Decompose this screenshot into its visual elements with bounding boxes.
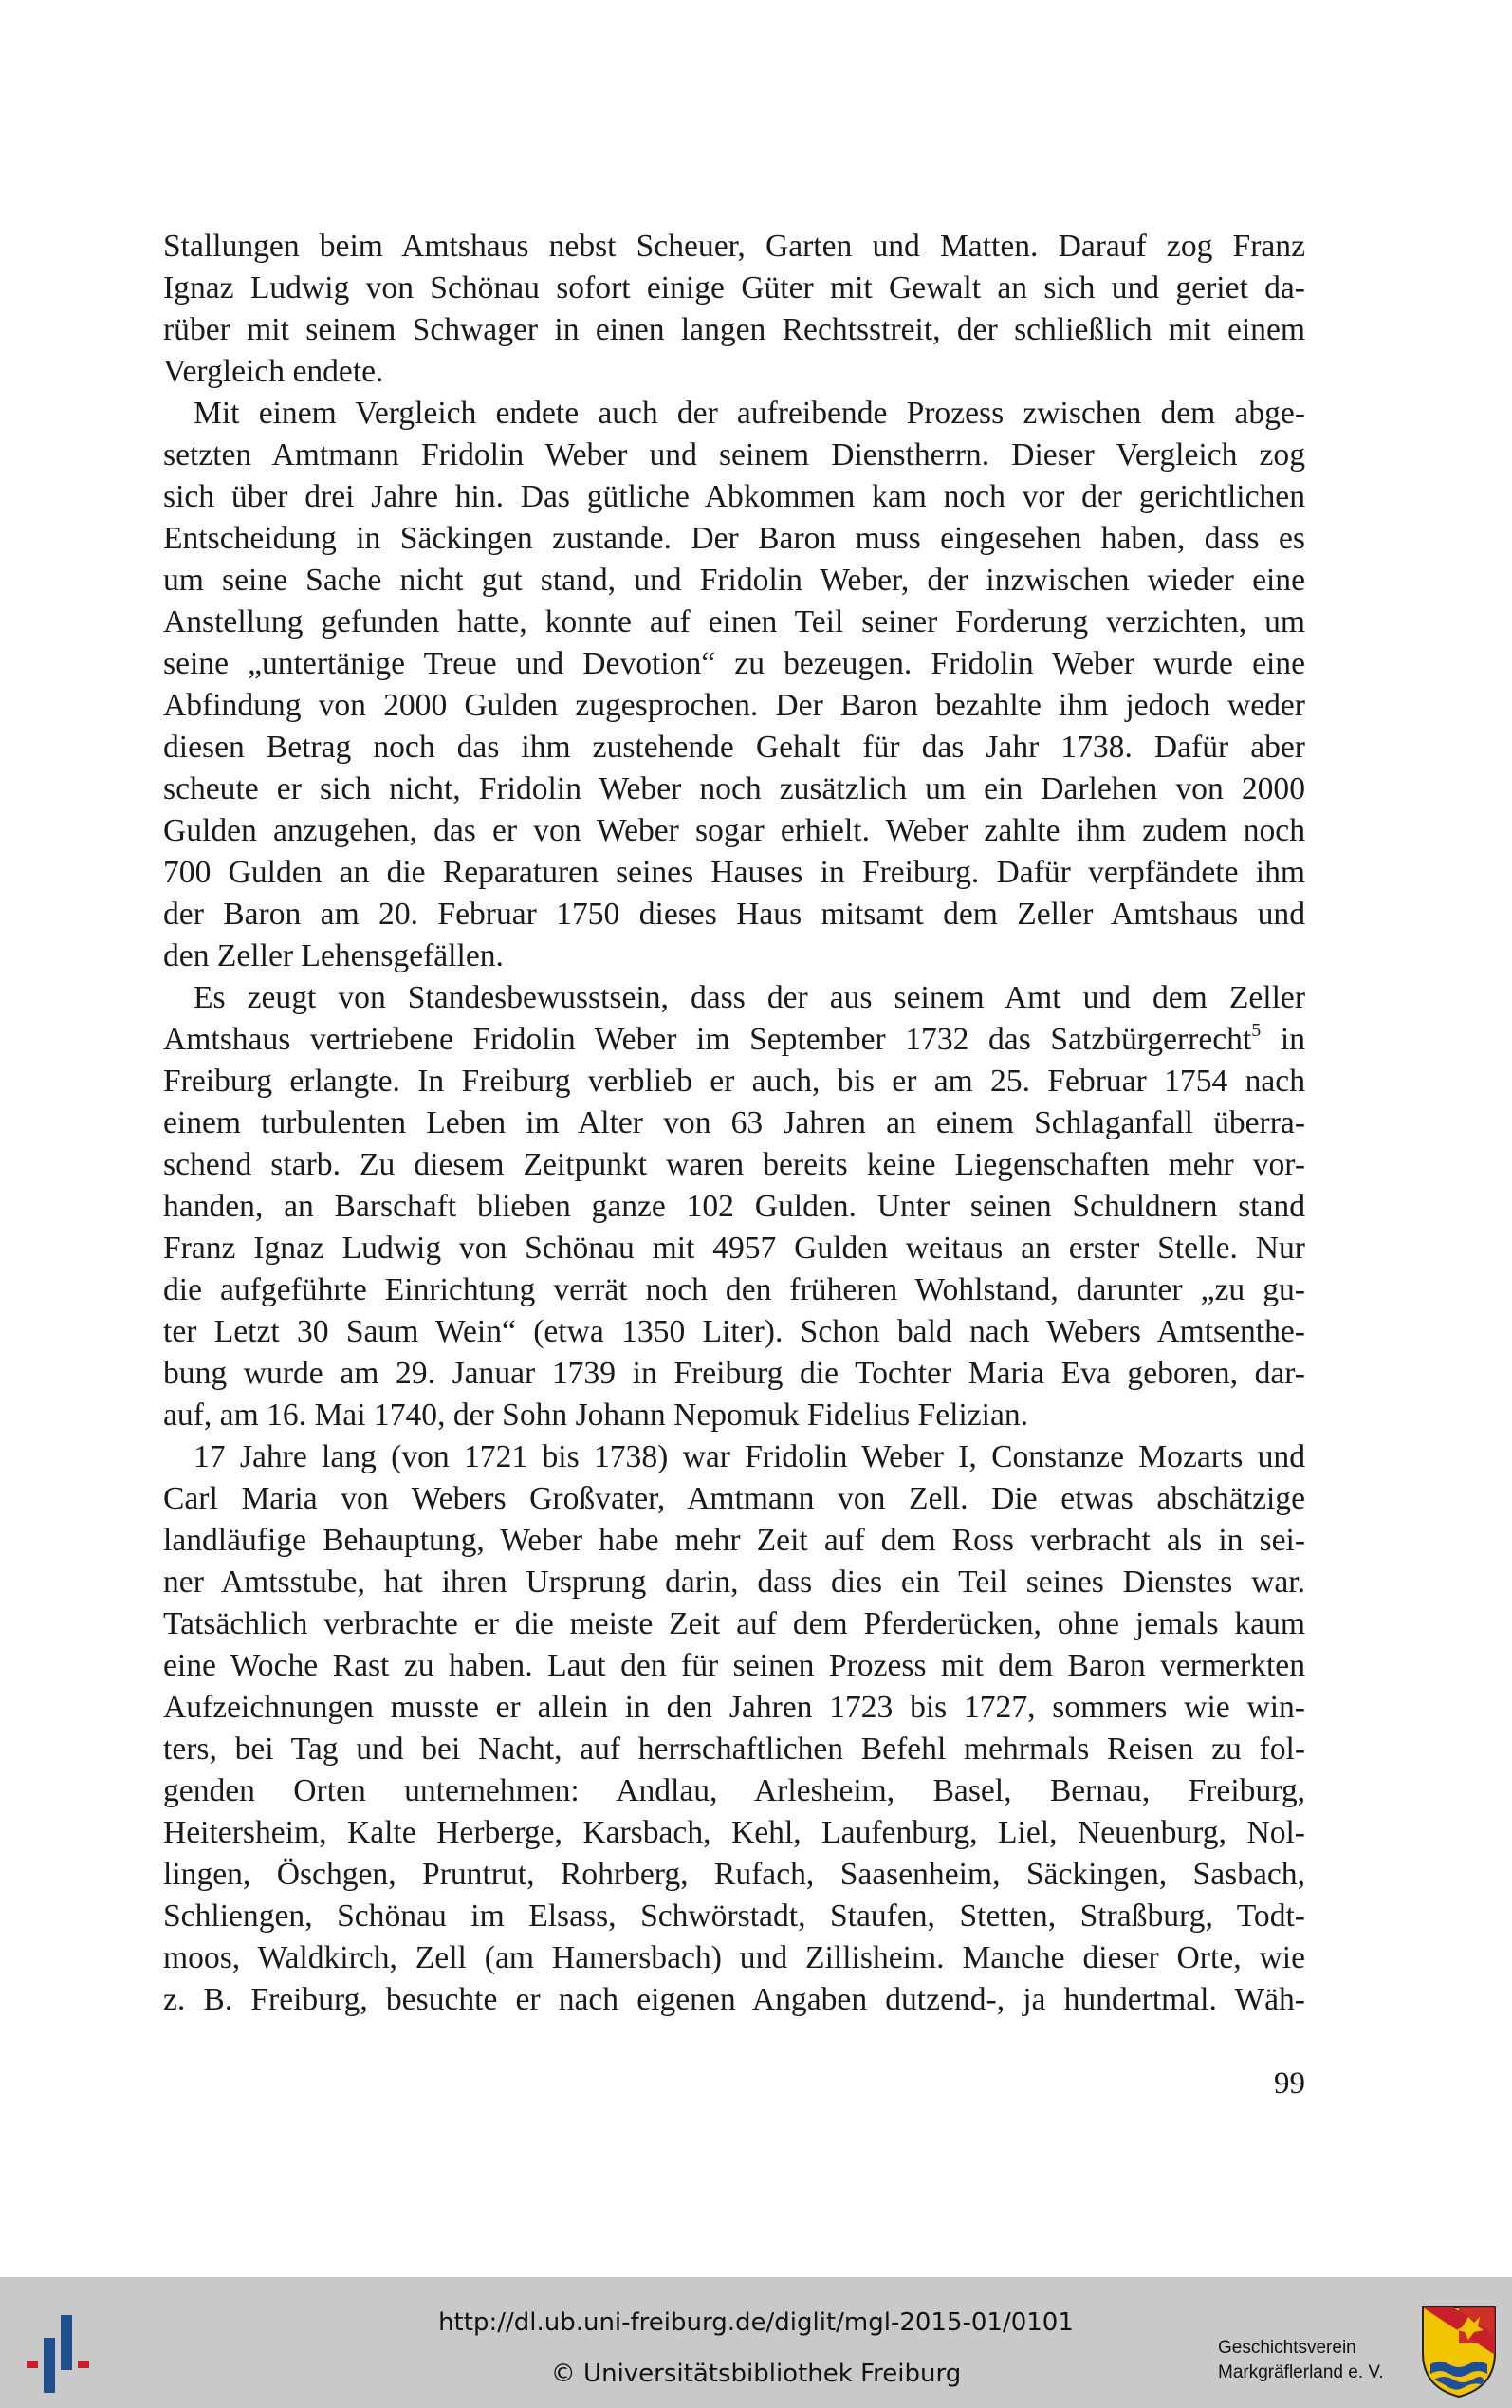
text-line: auf, am 16. Mai 1740, der Sohn Johann Nepomuk Fidelius Felizian. <box>163 1398 1029 1433</box>
text-line: Schliengen, Schönau im Elsass, Schwörstadt, Staufen, Stetten, Straßburg, Todt- <box>163 1899 1305 1934</box>
text-line: schend starb. Zu diesem Zeitpunkt waren bereits keine Liegenschaften mehr vor- <box>163 1147 1305 1182</box>
footnote-marker: 5 <box>1251 1020 1262 1041</box>
text-line: Tatsächlich verbrachte er die meiste Zeit auf dem Pferderücken, ohne jemals kaum <box>163 1606 1305 1641</box>
text-line: um seine Sache nicht gut stand, und Fridolin Weber, der inzwischen wieder eine <box>163 563 1305 598</box>
text-line: scheute er sich nicht, Fridolin Weber noch zusätzlich um ein Darlehen von 2000 <box>163 771 1305 806</box>
text-line: Heitersheim, Kalte Herberge, Karsbach, Kehl, Laufenburg, Liel, Neuenburg, Nol- <box>163 1815 1305 1850</box>
text-line: Anstellung gefunden hatte, konnte auf einen Teil seiner Forderung verzichten, um <box>163 604 1305 639</box>
text-line: landläufige Behauptung, Weber habe mehr Zeit auf dem Ross verbracht als in sei- <box>163 1523 1305 1558</box>
text-line <box>163 1019 1305 1061</box>
ub-logo-icon <box>23 2309 99 2395</box>
text-line: sich über drei Jahre hin. Das gütliche Abkommen kam noch vor der gerichtlichen <box>163 479 1305 514</box>
text-line: handen, an Barschaft blieben ganze 102 Gulden. Unter seinen Schuldnern stand <box>163 1189 1305 1224</box>
society-name <box>1218 2336 1412 2393</box>
text-line: der Baron am 20. Februar 1750 dieses Haus mitsamt dem Zeller Amtshaus und <box>163 897 1305 932</box>
text-line: Stallungen beim Amtshaus nebst Scheuer, Garten und Matten. Darauf zog Franz <box>163 229 1305 264</box>
text-line: eine Woche Rast zu haben. Laut den für seinen Prozess mit dem Baron vermerkten <box>163 1648 1305 1683</box>
text-line: Entscheidung in Säckingen zustande. Der Baron muss eingesehen haben, dass es <box>163 521 1305 556</box>
text-line: Es zeugt von Standesbewusstsein, dass der aus seinem Amt und dem Zeller <box>194 980 1305 1015</box>
text-line: die aufgeführte Einrichtung verrät noch den früheren Wohlstand, darunter „zu gu- <box>163 1272 1305 1307</box>
footer-bar <box>0 2277 1512 2408</box>
text-line: Abfindung von 2000 Gulden zugesprochen. Der Baron bezahlte ihm jedoch weder <box>163 688 1305 723</box>
society-name-line2: Markgräflerland e. V. <box>1218 2362 1384 2382</box>
text-line: Mit einem Vergleich endete auch der aufreibende Prozess zwischen dem abge- <box>194 396 1305 431</box>
text-line: Gulden anzugehen, das er von Weber sogar erhielt. Weber zahlte ihm zudem noch <box>163 813 1305 848</box>
text-line: bung wurde am 29. Januar 1739 in Freiburg die Tochter Maria Eva geboren, dar- <box>163 1356 1305 1391</box>
text-line: genden Orten unternehmen: Andlau, Arlesheim, Basel, Bernau, Freiburg, <box>163 1773 1305 1808</box>
text-line-continuation: in <box>1261 1022 1306 1057</box>
footer-url-link[interactable]: http://dl.ub.uni-freiburg.de/diglit/mgl-2015-01/0101 <box>438 2308 1074 2337</box>
coat-of-arms-icon <box>1421 2306 1497 2399</box>
page-number: 99 <box>1274 2066 1305 2101</box>
text-line-content: Amtshaus vertriebene Fridolin Weber im September 1732 das Satzbürgerrecht <box>163 1022 1252 1057</box>
text-line: diesen Betrag noch das ihm zustehende Gehalt für das Jahr 1738. Dafür aber <box>163 730 1305 765</box>
text-line: Ignaz Ludwig von Schönau sofort einige Güter mit Gewalt an sich und geriet da- <box>163 270 1305 306</box>
text-line: einem turbulenten Leben im Alter von 63 Jahren an einem Schlaganfall überra- <box>163 1105 1305 1140</box>
text-line: Aufzeichnungen musste er allein in den Jahren 1723 bis 1727, sommers wie win- <box>163 1690 1305 1725</box>
text-line: lingen, Öschgen, Pruntrut, Rohrberg, Rufach, Saasenheim, Säckingen, Sasbach, <box>163 1857 1305 1892</box>
text-line: seine „untertänige Treue und Devotion“ zu bezeugen. Fridolin Weber wurde eine <box>163 646 1305 681</box>
text-line: Vergleich endete. <box>163 354 384 389</box>
text-line: z. B. Freiburg, besuchte er nach eigenen Angaben dutzend-, ja hundertmal. Wäh- <box>163 1982 1305 2017</box>
text-line: setzten Amtmann Fridolin Weber und seinem Dienstherrn. Dieser Vergleich zog <box>163 437 1305 472</box>
text-line: ner Amtsstube, hat ihren Ursprung darin, dass dies ein Teil seines Dienstes war. <box>163 1565 1305 1600</box>
text-line: Franz Ignaz Ludwig von Schönau mit 4957 Gulden weitaus an erster Stelle. Nur <box>163 1231 1305 1266</box>
text-line: Carl Maria von Webers Großvater, Amtmann von Zell. Die etwas abschätzige <box>163 1481 1305 1516</box>
footer-copyright: © Universitätsbibliothek Freiburg <box>550 2360 962 2388</box>
text-line: rüber mit seinem Schwager in einen langen Rechtsstreit, der schließlich mit einem <box>163 312 1305 347</box>
text-line: ter Letzt 30 Saum Wein“ (etwa 1350 Liter). Schon bald nach Webers Amtsenthe- <box>163 1314 1305 1349</box>
society-name-line1: Geschichtsverein <box>1218 2338 1356 2358</box>
text-line: ters, bei Tag und bei Nacht, auf herrschaftlichen Befehl mehrmals Reisen zu fol- <box>163 1732 1305 1767</box>
text-line: 17 Jahre lang (von 1721 bis 1738) war Fridolin Weber I, Constanze Mozarts und <box>194 1439 1305 1474</box>
text-line: 700 Gulden an die Reparaturen seines Hauses in Freiburg. Dafür verpfändete ihm <box>163 855 1305 890</box>
text-line: Freiburg erlangte. In Freiburg verblieb er auch, bis er am 25. Februar 1754 nach <box>163 1064 1305 1099</box>
text-line: moos, Waldkirch, Zell (am Hamersbach) und Zillisheim. Manche dieser Orte, wie <box>163 1940 1305 1975</box>
text-line: den Zeller Lehensgefällen. <box>163 938 504 973</box>
body-text <box>163 226 1305 2021</box>
